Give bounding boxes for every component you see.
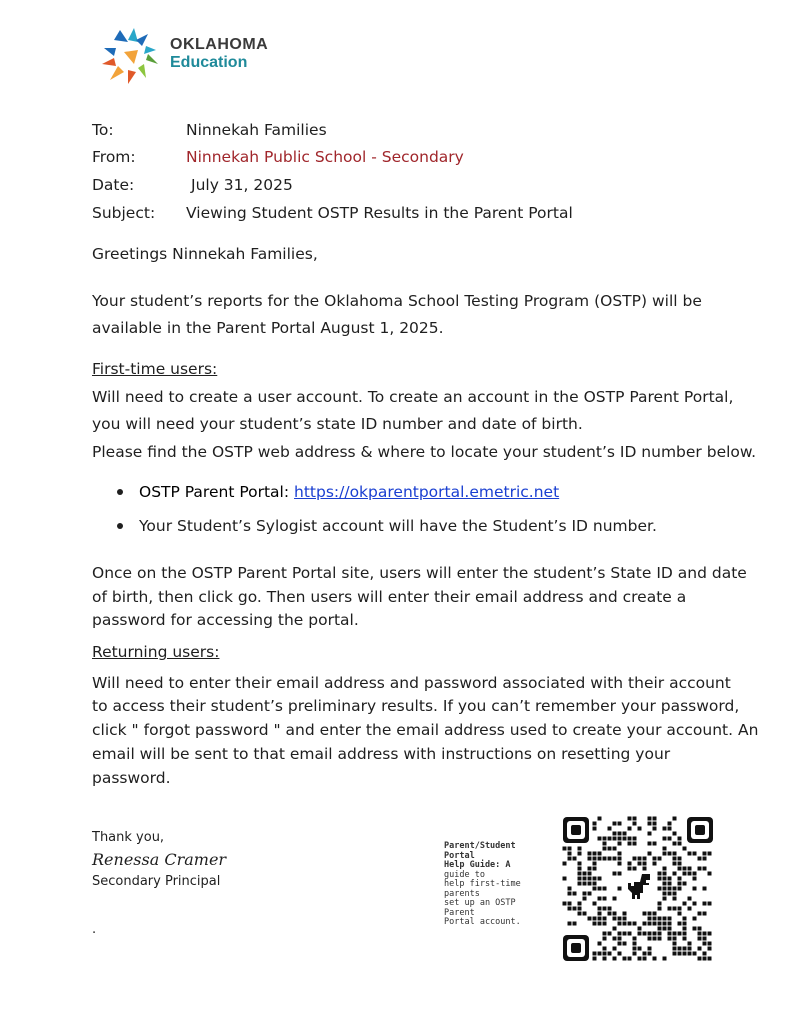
date-label: Date: (92, 176, 135, 194)
bullet-dot (117, 523, 123, 529)
qr-caption-line: set up an OSTP (444, 898, 516, 908)
returning-line-1: Will need to enter their email address and password associated with their account (92, 674, 731, 692)
qr-caption-line: Help Guide: A (444, 860, 511, 870)
once-line-3: password for accessing the portal. (92, 611, 359, 629)
returning-line-5: password. (92, 769, 171, 787)
qr-code-icon (562, 816, 714, 962)
thank-you: Thank you, (92, 830, 165, 845)
from-value: Ninnekah Public School - Secondary (186, 148, 464, 166)
first-time-line-1: Will need to create a user account. To create an account in the OSTP Parent Portal, (92, 388, 734, 406)
signature-name: Renessa Cramer (92, 850, 227, 869)
qr-caption-line: parents (444, 888, 480, 899)
returning-line-3: click " forgot password " and enter the email address used to create your account. An (92, 721, 759, 739)
portal-label: OSTP Parent Portal: (139, 483, 295, 501)
returning-line-4: email will be sent to that email address with instructions on resetting your (92, 745, 671, 763)
intro-line-2: available in the Parent Portal August 1, 2025. (92, 319, 444, 337)
once-line-2: of birth, then click go. Then users will enter their email address and create a (92, 588, 687, 606)
star-logo-icon (100, 26, 162, 86)
qr-caption-line: guide to (444, 869, 485, 880)
first-time-heading: First-time users: (92, 360, 218, 378)
subject-value: Viewing Student OSTP Results in the Parent Portal (186, 204, 573, 222)
portal-link[interactable]: https://okparentportal.emetric.net (294, 483, 560, 501)
bullet-portal (139, 480, 559, 504)
subject-label: Subject: (92, 204, 156, 222)
qr-caption-line: Portal (444, 850, 475, 861)
qr-caption-line: Parent (444, 907, 475, 918)
from-label: From: (92, 148, 136, 166)
bullet-sylogist: Your Student’s Sylogist account will have the Student’s ID number. (139, 517, 657, 535)
returning-line-2: to access their student’s preliminary results. If you can’t remember your password, (92, 697, 740, 715)
qr-caption-line: help first-time (444, 879, 521, 889)
logo-education-text: Education (170, 54, 248, 71)
trailing-dot: . (92, 922, 97, 937)
qr-caption-line: Portal account. (444, 917, 521, 927)
qr-code[interactable] (562, 816, 714, 962)
signature-title: Secondary Principal (92, 874, 221, 889)
date-value: July 31, 2025 (191, 176, 293, 194)
logo-oklahoma-text: OKLAHOMA (170, 36, 269, 53)
bullet-dot (117, 489, 123, 495)
greeting: Greetings Ninnekah Families, (92, 245, 318, 263)
qr-caption-line: Parent/Student (444, 841, 516, 851)
first-time-line-2: you will need your student’s state ID number and date of birth. (92, 415, 583, 433)
returning-heading: Returning users: (92, 643, 220, 661)
to-value: Ninnekah Families (186, 121, 327, 139)
first-time-line-3: Please find the OSTP web address & where to locate your student’s ID number below. (92, 443, 757, 461)
intro-line-1: Your student’s reports for the Oklahoma School Testing Program (OSTP) will be (92, 292, 702, 310)
to-label: To: (92, 121, 114, 139)
oklahoma-education-logo (100, 26, 270, 86)
once-line-1: Once on the OSTP Parent Portal site, users will enter the student’s State ID and date (92, 564, 747, 582)
qr-caption (444, 842, 556, 928)
